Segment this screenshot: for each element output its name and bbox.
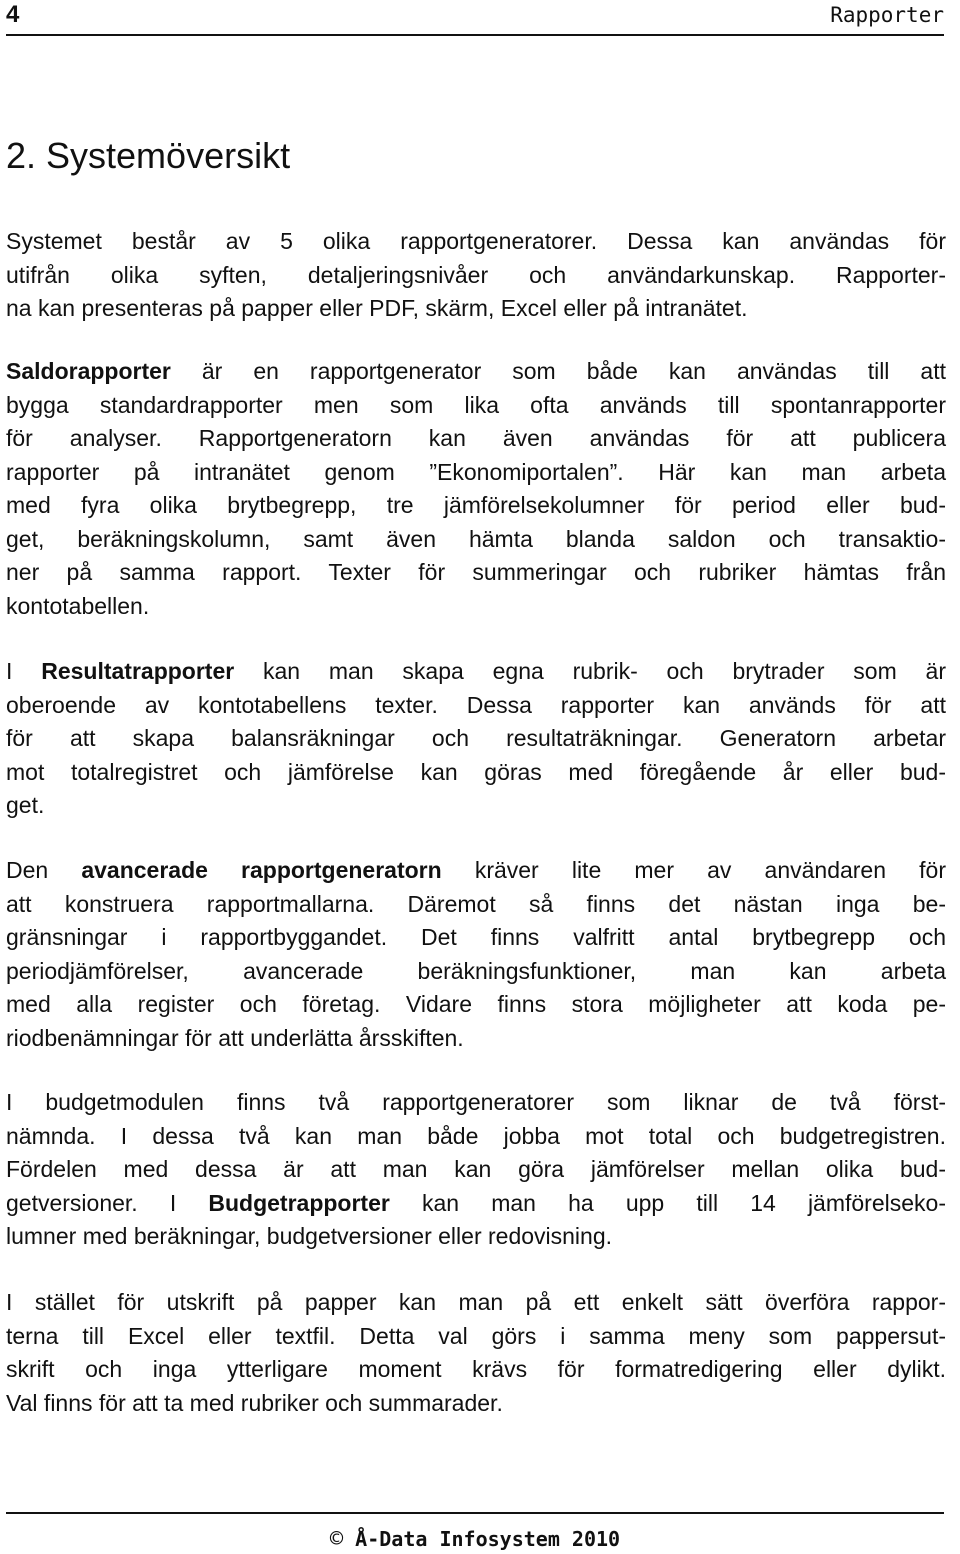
text-line: getversioner. I Budgetrapporter kan man ha upp till 14 jämförelseko- — [6, 1189, 946, 1216]
term-avancerade-rapportgeneratorn: avancerade rapportgeneratorn — [81, 857, 442, 883]
text-line: för analyser. Rapportgeneratorn kan även användas för att publicera — [6, 425, 946, 451]
section-title: 2. Systemöversikt — [6, 135, 291, 176]
text-line: Den avancerade rapportgeneratorn kräver lite mer av användaren för — [6, 857, 946, 883]
text-line: oberoende av kontotabellens texter. Dessa rapporter kan används för att — [6, 691, 946, 718]
paragraph-avancerade — [6, 854, 946, 1055]
page-header — [6, 0, 944, 36]
copyright-icon: © — [329, 1527, 344, 1552]
text-line: I budgetmodulen finns två rapportgeneratorer som liknar de två först- — [6, 1089, 946, 1115]
running-title: Rapporter — [830, 3, 944, 27]
text-line: ner på samma rapport. Texter för summeringar och rubriker hämtas från — [6, 559, 946, 585]
page-footer — [6, 1512, 944, 1550]
text-line: utifrån olika syften, detaljeringsnivåer och användarkunskap. Rapporter- — [6, 261, 946, 288]
page-number: 4 — [6, 1, 20, 28]
text-line: att konstruera rapportmallarna. Däremot så finns det nästan inga be- — [6, 890, 946, 917]
paragraph-budgetmodulen — [6, 1086, 946, 1254]
text-line: terna till Excel eller textfil. Detta val görs i samma meny som pappersut- — [6, 1322, 946, 1349]
text-line: get, beräkningskolumn, samt även hämta blanda saldon och transaktio- — [6, 525, 946, 552]
paragraph-resultatrapporter — [6, 655, 946, 823]
text-line: rapporter på intranätet genom ”Ekonomiportalen”. Här kan man arbeta — [6, 458, 946, 485]
text-line: Saldorapporter är en rapportgenerator som både kan användas till att — [6, 358, 946, 384]
text-line: get. — [6, 792, 45, 818]
text-line: riodbenämningar för att underlätta årsskiften. — [6, 1024, 464, 1051]
text-line: för att skapa balansräkningar och resultaträkningar. Generatorn arbetar — [6, 725, 946, 751]
text-line: I Resultatrapporter kan man skapa egna rubrik- och brytrader som är — [6, 658, 946, 684]
term-budgetrapporter: Budgetrapporter — [208, 1189, 390, 1216]
copyright-notice — [6, 1527, 944, 1552]
term-resultatrapporter: Resultatrapporter — [41, 658, 235, 684]
text-line: med fyra olika brytbegrepp, tre jämförelsekolumner för period eller bud- — [6, 492, 946, 518]
text-line: bygga standardrapporter men som lika ofta används till spontanrapporter — [6, 391, 946, 418]
text-line: periodjämförelser, avancerade beräkningsfunktioner, man kan arbeta — [6, 957, 946, 984]
text-line: Fördelen med dessa är att man kan göra jämförelser mellan olika bud- — [6, 1156, 946, 1182]
text-line: kontotabellen. — [6, 592, 150, 619]
text-line: Val finns för att ta med rubriker och summarader. — [6, 1389, 503, 1416]
text-line: skrift och inga ytterligare moment krävs för formatredigering eller dylikt. — [6, 1356, 946, 1382]
text-line: gränsningar i rapportbyggandet. Det finns valfritt antal brytbegrepp och — [6, 924, 946, 950]
paragraph-export — [6, 1286, 946, 1420]
text-line: Systemet består av 5 olika rapportgeneratorer. Dessa kan användas för — [6, 228, 946, 254]
text-line: mot totalregistret och jämförelse kan göras med föregående år eller bud- — [6, 758, 946, 785]
paragraph-saldorapporter — [6, 355, 946, 623]
text-line: I stället för utskrift på papper kan man på ett enkelt sätt överföra rappor- — [6, 1289, 946, 1315]
term-saldorapporter: Saldorapporter — [6, 358, 171, 384]
text-line: med alla register och företag. Vidare finns stora möjligheter att koda pe- — [6, 991, 946, 1017]
paragraph-overview — [6, 225, 946, 326]
text-line: nämnda. I dessa två kan man både jobba mot total och budgetregistren. — [6, 1122, 946, 1149]
copyright-text: Å-Data Infosystem 2010 — [343, 1527, 621, 1551]
text-line: na kan presenteras på papper eller PDF, skärm, Excel eller på intranätet. — [6, 295, 748, 321]
text-line: lumner med beräkningar, budgetversioner eller redovisning. — [6, 1223, 613, 1249]
